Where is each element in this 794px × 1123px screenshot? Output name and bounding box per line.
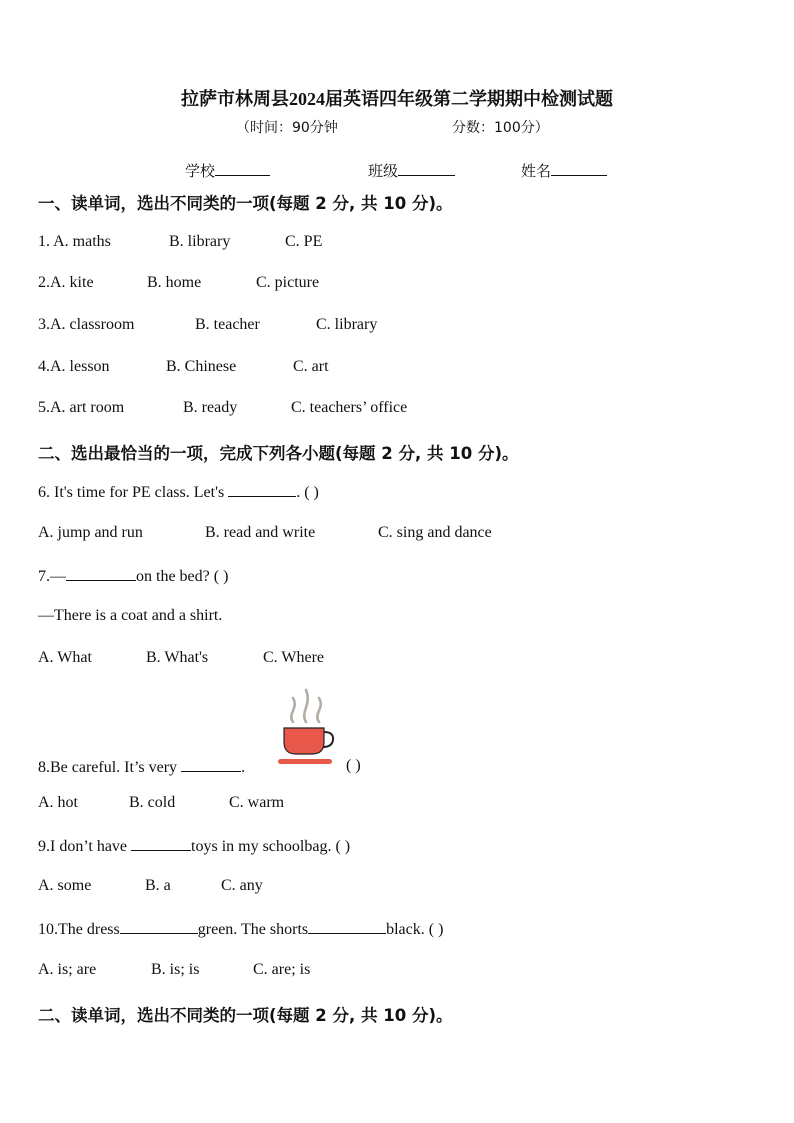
q2-option-b: B. home (147, 274, 202, 291)
q1-option-b: B. library (169, 233, 231, 250)
hot-coffee-cup-icon (276, 686, 336, 770)
q7-option-a: A. What (38, 649, 92, 666)
q7-blank (66, 566, 136, 581)
q8-option-a: A. hot (38, 794, 78, 811)
q5-option-c: C. teachers’ office (291, 399, 408, 416)
school-field (185, 160, 270, 181)
q9-stem-start: 9.I don’t have (38, 838, 128, 855)
section-2-heading: 二、选出最恰当的一项，完成下列各小题(每题 2 分, 共 10 分)。 (38, 444, 519, 463)
q6-option-c: C. sing and dance (378, 524, 492, 541)
q6-stem-start: 6. It's time for PE class. Let's (38, 484, 225, 501)
q8-option-b: B. cold (129, 794, 176, 811)
q10-stem-start: 10.The dress (38, 921, 120, 938)
q9-option-b: B. a (145, 877, 171, 894)
q9-stem (38, 836, 350, 856)
q6-option-b: B. read and write (205, 524, 316, 541)
q9-option-c: C. any (221, 877, 263, 894)
exam-time: （时间：90分钟 (236, 120, 338, 136)
q10-blank-2 (308, 919, 386, 934)
q5-option-b: B. ready (183, 399, 238, 416)
q10-blank-1 (120, 919, 198, 934)
q6-blank (228, 482, 296, 497)
q3-option-b: B. teacher (195, 316, 260, 333)
q10-option-b: B. is; is (151, 961, 200, 978)
q8-stem-end: . (241, 759, 246, 776)
school-label: 学校 (185, 162, 216, 180)
class-blank (398, 161, 455, 176)
q5-option-a: 5.A. art room (38, 399, 125, 416)
q8-option-c: C. warm (229, 794, 285, 811)
q7-answer: —There is a coat and a shirt. (38, 607, 223, 624)
q9-blank (131, 836, 191, 851)
name-field (521, 160, 607, 181)
q7-option-b: B. What's (146, 649, 209, 666)
q3-option-c: C. library (316, 316, 378, 333)
q4-option-a: 4.A. lesson (38, 358, 110, 375)
q9-option-a: A. some (38, 877, 92, 894)
q7-stem-start: 7.— (38, 568, 66, 585)
q7-option-c: C. Where (263, 649, 325, 666)
q3-option-a: 3.A. classroom (38, 316, 135, 333)
q10-stem (38, 919, 443, 939)
q10-option-a: A. is; are (38, 961, 97, 978)
q4-option-b: B. Chinese (166, 358, 237, 375)
q8-stem (38, 757, 245, 777)
school-blank (215, 161, 270, 176)
section-3-heading: 二、读单词，选出不同类的一项(每题 2 分, 共 10 分)。 (38, 1006, 453, 1025)
q8-answer-paren: ( ) (346, 757, 361, 774)
class-label: 班级 (368, 162, 399, 180)
class-field (368, 160, 455, 181)
name-label: 姓名 (521, 162, 552, 180)
q1-option-c: C. PE (285, 233, 323, 250)
q8-stem-start: 8.Be careful. It’s very (38, 759, 178, 776)
q7-stem-end: on the bed? ( ) (136, 568, 229, 585)
q4-option-c: C. art (293, 358, 329, 375)
page-title: 拉萨市林周县2024届英语四年级第二学期期中检测试题 (181, 89, 613, 109)
q6-stem (38, 482, 319, 502)
q1-option-a: 1. A. maths (38, 233, 111, 250)
section-1-heading: 一、读单词，选出不同类的一项(每题 2 分, 共 10 分)。 (38, 194, 453, 213)
q10-option-c: C. are; is (253, 961, 311, 978)
q2-option-a: 2.A. kite (38, 274, 94, 291)
name-blank (551, 161, 607, 176)
q10-stem-middle: green. The shorts (197, 921, 309, 938)
q6-option-a: A. jump and run (38, 524, 143, 541)
q2-option-c: C. picture (256, 274, 320, 291)
q6-stem-end: . ( ) (296, 484, 319, 501)
q8-blank (181, 757, 241, 772)
exam-score: 分数：100分） (452, 120, 549, 136)
q10-stem-end: black. ( ) (386, 921, 444, 938)
q7-stem (38, 566, 228, 586)
q9-stem-end: toys in my schoolbag. ( ) (191, 838, 351, 855)
